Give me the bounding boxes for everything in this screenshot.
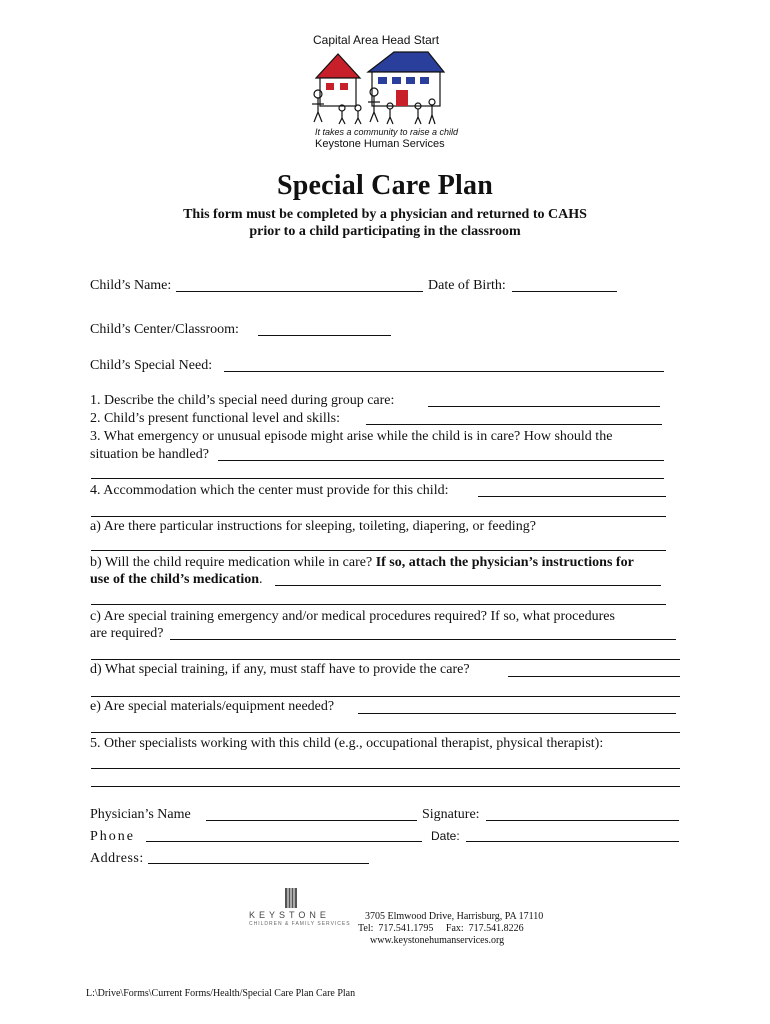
logo-tagline: It takes a community to raise a child [315, 127, 459, 137]
question-2-field[interactable] [366, 424, 662, 425]
question-c-field[interactable] [170, 639, 676, 640]
page-title: Special Care Plan [277, 170, 493, 201]
dob-field[interactable] [512, 291, 617, 292]
question-5-field-2[interactable] [91, 786, 680, 787]
keystone-logo-icon [284, 886, 298, 910]
question-b-bold-2: use of the child’s medication [90, 572, 260, 587]
question-4-field-2[interactable] [91, 516, 666, 517]
question-5-field[interactable] [91, 768, 680, 769]
dob-label: Date of Birth: [428, 278, 506, 293]
physician-name-field[interactable] [206, 820, 417, 821]
question-e: e) Are special materials/equipment needed? [90, 699, 335, 714]
keystone-wordmark: KEYSTONE [249, 910, 330, 920]
question-1-field[interactable] [428, 406, 660, 407]
question-3-field-2[interactable] [91, 478, 664, 479]
question-b-period: . [259, 572, 263, 587]
center-classroom-label: Child’s Center/Classroom: [90, 322, 239, 337]
question-a-field[interactable] [91, 550, 666, 551]
question-b-field-2[interactable] [91, 604, 666, 605]
file-path: L:\Drive\Forms\Current Forms/Health/Special Care Plan Care Plan [86, 988, 356, 999]
question-3-line-2: situation be handled? [90, 447, 209, 462]
physician-name-label: Physician’s Name [90, 807, 191, 822]
question-d: d) What special training, if any, must staff have to provide the care? [90, 662, 470, 677]
question-b-field[interactable] [275, 585, 661, 586]
question-b-bold: If so, attach the physician’s instructions for [375, 555, 634, 570]
houses-logo-icon [306, 50, 451, 128]
special-need-field[interactable] [224, 371, 664, 372]
date-field[interactable] [466, 841, 679, 842]
phone-field[interactable] [146, 841, 422, 842]
question-a: a) Are there particular instructions for sleeping, toileting, diapering, or feeding? [90, 519, 536, 534]
question-5: 5. Other specialists working with this child (e.g., occupational therapist, physical therapist): [90, 736, 604, 751]
question-d-field-2[interactable] [91, 696, 680, 697]
keystone-sub: CHILDREN & FAMILY SERVICES [249, 921, 351, 927]
date-label: Date: [431, 829, 460, 843]
subtitle-line-2: prior to a child participating in the classroom [249, 224, 521, 239]
question-2: 2. Child’s present functional level and skills: [90, 411, 341, 426]
special-need-label: Child’s Special Need: [90, 358, 213, 373]
center-classroom-field[interactable] [258, 335, 391, 336]
footer-address: 3705 Elmwood Drive, Harrisburg, PA 17110 [365, 911, 544, 922]
childs-name-label: Child’s Name: [90, 278, 172, 293]
question-3-field[interactable] [218, 460, 664, 461]
phone-label: Phone [90, 829, 135, 844]
question-b-line-2 [90, 571, 263, 588]
question-e-field-2[interactable] [91, 732, 680, 733]
question-e-field[interactable] [358, 713, 676, 714]
footer-tel-fax: Tel: 717.541.1795 Fax: 717.541.8226 [358, 923, 524, 934]
question-1: 1. Describe the child’s special need during group care: [90, 393, 395, 408]
question-c-line-1: c) Are special training emergency and/or medical procedures required? If so, what procedures [90, 609, 615, 624]
signature-field[interactable] [486, 820, 679, 821]
logo-org-sub: Keystone Human Services [315, 138, 445, 150]
subtitle-line-1: This form must be completed by a physician and returned to CAHS [183, 207, 587, 222]
question-b-text: b) Will the child require medication while in care? [90, 555, 373, 570]
question-b-line-1 [90, 554, 634, 571]
question-c-line-2: are required? [90, 626, 164, 641]
signature-label: Signature: [422, 807, 480, 822]
question-c-field-2[interactable] [91, 659, 680, 660]
org-name: Capital Area Head Start [313, 33, 440, 47]
footer-web: www.keystonehumanservices.org [370, 935, 505, 946]
address-field[interactable] [148, 863, 369, 864]
question-4: 4. Accommodation which the center must provide for this child: [90, 483, 449, 498]
question-3-line-1: 3. What emergency or unusual episode might arise while the child is in care? How should the [90, 429, 613, 444]
childs-name-field[interactable] [176, 291, 423, 292]
address-label: Address: [90, 851, 144, 866]
question-4-field[interactable] [478, 496, 666, 497]
question-d-field[interactable] [508, 676, 680, 677]
